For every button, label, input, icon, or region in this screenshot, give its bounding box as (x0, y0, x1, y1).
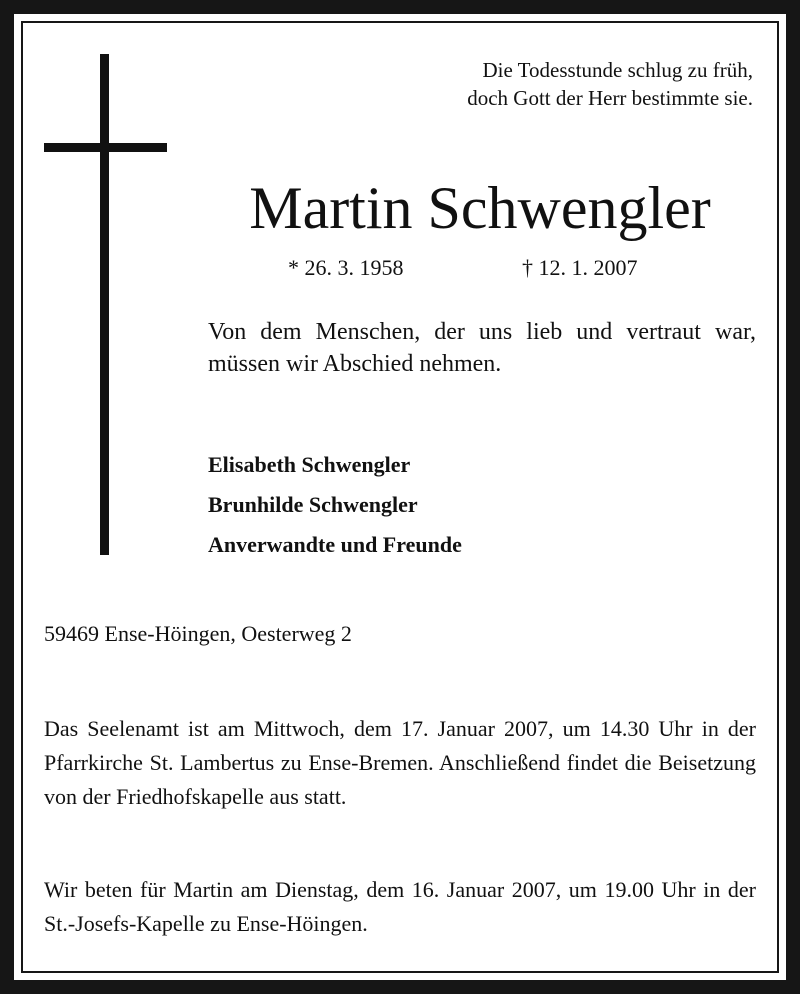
birth-date: * 26. 3. 1958 (288, 255, 404, 280)
mourners-list (208, 445, 462, 565)
cross-vertical-beam (100, 54, 109, 555)
prayer-service-text: Wir beten für Martin am Dienstag, dem 16. Januar 2007, um 19.00 Uhr in der St.-Josefs-Kapelle zu Ense-Höingen. (44, 877, 756, 936)
farewell-text: Von dem Menschen, der uns lieb und vertraut war, müssen wir Abschied nehmen. (208, 319, 756, 377)
motto-verse (353, 56, 753, 112)
mourner-name: Brunhilde Schwengler (208, 492, 418, 517)
death-date: † 12. 1. 2007 (522, 255, 638, 280)
motto-line: doch Gott der Herr bestimmte sie. (467, 86, 753, 110)
mourner-name: Anverwandte und Freunde (208, 532, 462, 557)
family-address: 59469 Ense-Höingen, Oesterweg 2 (44, 621, 352, 646)
mourner-name: Elisabeth Schwengler (208, 452, 411, 477)
requiem-service-text: Das Seelenamt ist am Mittwoch, dem 17. Januar 2007, um 14.30 Uhr in der Pfarrkirche St. Lambertus zu Ense-Bremen. Anschließend findet die Beisetzung von der Friedhofskapelle aus statt. (44, 716, 756, 809)
deceased-name: Martin Schwengler (249, 175, 711, 241)
cross-horizontal-beam (44, 143, 167, 152)
motto-line: Die Todesstunde schlug zu früh, (482, 58, 753, 82)
